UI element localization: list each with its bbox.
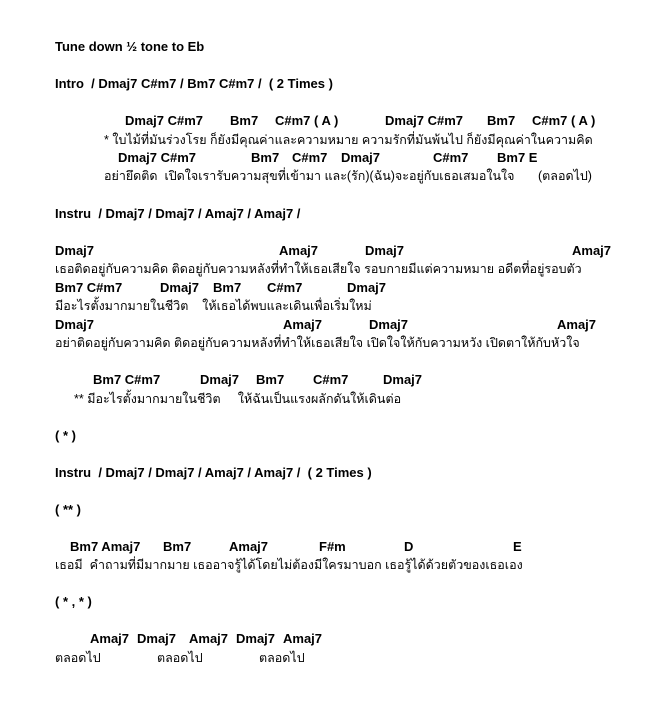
chord: Bm7 xyxy=(251,150,280,165)
chord: Amaj7 xyxy=(572,243,612,258)
chord: C#m7 xyxy=(292,150,328,165)
chord: Dmaj7 C#m7 xyxy=(125,113,204,128)
chord: F#m xyxy=(319,539,346,554)
chord: Dmaj7 xyxy=(383,372,423,387)
chord: D xyxy=(404,539,414,554)
chord: Dmaj7 xyxy=(55,317,95,332)
lyric-line: เธอติดอยู่กับความคิด ติดอยู่กับความหลังที่ทำให้เธอเสียใจ รอบกายมีแต่ความหมาย อดีตที่อยู่รอบตัว xyxy=(55,262,582,276)
lyric-word: ตลอดไป xyxy=(259,651,305,665)
chord: Dmaj7 xyxy=(55,243,95,258)
chord: Bm7 Amaj7 xyxy=(70,539,141,554)
lyric-line-end: (ตลอดไป) xyxy=(538,169,592,183)
chord: Dmaj7 xyxy=(365,243,405,258)
lyric-line: ** มีอะไรตั้งมากมายในชีวิต ให้ฉันเป็นแรงผลักดันให้เดินต่อ xyxy=(74,392,402,406)
lyric-line: * ใบไม้ที่มันร่วงโรย ก็ยังมีคุณค่าและความหมาย ความรักที่มันพ้นไป ก็ยังมีคุณค่าในความคิด xyxy=(104,133,593,147)
chord: Bm7 xyxy=(487,113,516,128)
lyric-word: ตลอดไป xyxy=(55,651,101,665)
chord: Bm7 xyxy=(256,372,285,387)
chord: Bm7 xyxy=(213,280,242,295)
chord: Dmaj7 xyxy=(369,317,409,332)
chord: Dmaj7 xyxy=(341,150,381,165)
tuning-note: Tune down ½ tone to Eb xyxy=(55,39,205,54)
instru-line: Instru / Dmaj7 / Dmaj7 / Amaj7 / Amaj7 / xyxy=(55,206,301,221)
chord: Bm7 E xyxy=(497,150,538,165)
chord: Dmaj7 xyxy=(236,631,276,646)
chord: Dmaj7 C#m7 xyxy=(385,113,464,128)
chord: Amaj7 xyxy=(279,243,319,258)
chord: Amaj7 xyxy=(283,631,323,646)
chord: Dmaj7 xyxy=(200,372,240,387)
chord: Amaj7 xyxy=(229,539,269,554)
lyric-line: อย่ายึดติด เปิดใจเรารับความสุขที่เข้ามา และ(รัก)(ฉัน)จะอยู่กับเธอเสมอในใจ xyxy=(104,169,515,183)
chord: Dmaj7 xyxy=(137,631,177,646)
intro-line: Intro / Dmaj7 C#m7 / Bm7 C#m7 / ( 2 Times ) xyxy=(55,76,333,91)
chord: C#m7 xyxy=(433,150,469,165)
repeat-marker: ( ** ) xyxy=(55,502,81,517)
chord: Bm7 xyxy=(163,539,192,554)
repeat-marker: ( * , * ) xyxy=(55,594,92,609)
chord: E xyxy=(513,539,522,554)
chord: Dmaj7 xyxy=(160,280,200,295)
lyric-line: เธอมี คำถามที่มีมากมาย เธออาจรู้ได้โดยไม่ต้องมีใครมาบอก เธอรู้ได้ด้วยตัวของเธอเอง xyxy=(55,558,523,572)
lyric-word: ตลอดไป xyxy=(157,651,203,665)
instru-line: Instru / Dmaj7 / Dmaj7 / Amaj7 / Amaj7 / ( 2 Times ) xyxy=(55,465,372,480)
chord: C#m7 ( A ) xyxy=(532,113,596,128)
chord: Amaj7 xyxy=(189,631,229,646)
chord: Amaj7 xyxy=(90,631,130,646)
chord: C#m7 ( A ) xyxy=(275,113,339,128)
chord: Bm7 xyxy=(230,113,259,128)
chord: Amaj7 xyxy=(283,317,323,332)
chord: Bm7 C#m7 xyxy=(55,280,123,295)
chord: Bm7 C#m7 xyxy=(93,372,161,387)
lyric-line: อย่าติดอยู่กับความคิด ติดอยู่กับความหลังที่ทำให้เธอเสียใจ เปิดใจให้กับความหวัง เปิดตาให้กับหัวใจ xyxy=(55,336,580,350)
chord: C#m7 xyxy=(267,280,303,295)
chord: Dmaj7 xyxy=(347,280,387,295)
chord: Dmaj7 C#m7 xyxy=(118,150,197,165)
chord: Amaj7 xyxy=(557,317,597,332)
chord: C#m7 xyxy=(313,372,349,387)
lyric-line: มีอะไรตั้งมากมายในชีวิต ให้เธอได้พบและเดินเพื่อเริ่มใหม่ xyxy=(55,299,372,313)
repeat-marker: ( * ) xyxy=(55,428,76,443)
